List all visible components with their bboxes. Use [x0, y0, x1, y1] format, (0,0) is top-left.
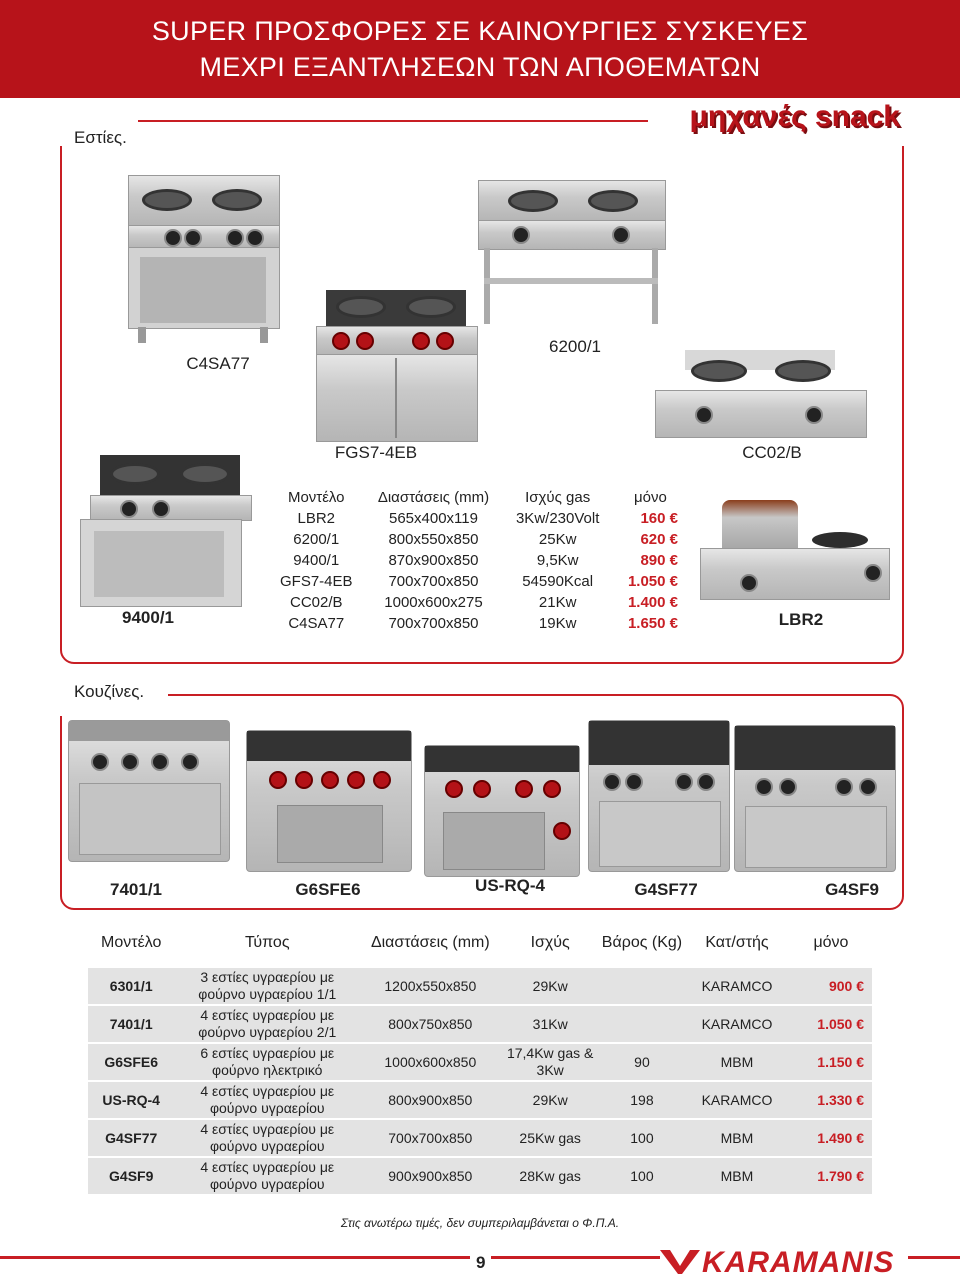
model-cell: C4SA77 — [288, 615, 345, 632]
header-power: Ισχύς — [501, 920, 600, 967]
type-cell: 4 εστίες υγραερίου με φούρνο υγραερίου — [174, 1157, 360, 1194]
product-image-7401-1 — [68, 720, 230, 862]
type-cell: 4 εστίες υγραερίου με φούρνο υγραερίου — [174, 1081, 360, 1119]
power-cell: 19Kw — [538, 615, 577, 632]
power-cell: 31Kw — [501, 1005, 600, 1043]
weight-cell: 198 — [600, 1081, 684, 1119]
product-image-9400-1 — [80, 455, 250, 620]
power-cell: 54590Kcal — [522, 573, 594, 590]
caption-cc02-b: CC02/B — [742, 443, 802, 462]
model-cell: 6301/1 — [88, 967, 174, 1005]
type-cell: 3 εστίες υγραερίου με φούρνο υγραερίου 1/1 — [174, 967, 360, 1005]
model-cell: 6200/1 — [293, 531, 340, 548]
manufacturer-cell: MBM — [684, 1119, 790, 1157]
table-row — [270, 529, 690, 550]
table-row — [88, 1119, 872, 1157]
brand-chevron-icon — [660, 1246, 700, 1276]
dimensions-cell: 1000x600x275 — [384, 594, 483, 611]
model-cell: G4SF77 — [88, 1119, 174, 1157]
caption-fgs7-4eb: FGS7-4EB — [334, 443, 418, 462]
price-cell: 1.490 € — [790, 1119, 872, 1157]
product-image-c4sa77 — [128, 175, 278, 345]
price-cell: 1.150 € — [790, 1043, 872, 1081]
table-header-row — [270, 487, 690, 508]
header-price: μόνο — [790, 920, 872, 967]
table-row — [270, 508, 690, 529]
weight-cell: 100 — [600, 1119, 684, 1157]
caption-g4sf77: G4SF77 — [634, 880, 698, 899]
section-label-burners: Εστίες. — [74, 128, 127, 147]
dimensions-cell: 700x700x850 — [388, 573, 479, 590]
caption-lbr2: LBR2 — [778, 610, 824, 629]
price-cell: 1.650 € — [627, 615, 678, 632]
price-cell: 900 € — [790, 967, 872, 1005]
page-number: 9 — [470, 1253, 491, 1273]
banner-line-2: ΜΕΧΡΙ ΕΞΑΝΤΛΗΣΕΩΝ ΤΩΝ ΑΠΟΘΕΜΑΤΩΝ — [199, 52, 761, 82]
power-cell: 9,5Kw — [536, 552, 579, 569]
burners-spec-table — [270, 487, 690, 634]
weight-cell — [600, 1005, 684, 1043]
header-weight: Βάρος (Kg) — [600, 920, 684, 967]
caption-g4sf9: G4SF9 — [825, 880, 879, 899]
header-manufacturer: Κατ/στής — [684, 920, 790, 967]
power-cell: 28Kw gas — [501, 1157, 600, 1194]
caption-6200-1: 6200/1 — [549, 337, 601, 356]
weight-cell: 100 — [600, 1157, 684, 1194]
price-cell: 160 € — [640, 510, 678, 527]
header-dimensions: Διαστάσεις (mm) — [377, 489, 490, 506]
table-row — [270, 550, 690, 571]
power-cell: 25Kw — [538, 531, 577, 548]
type-cell: 4 εστίες υγραερίου με φούρνο υγραερίου — [174, 1119, 360, 1157]
model-cell: US-RQ-4 — [88, 1081, 174, 1119]
power-cell: 17,4Kw gas & 3Kw — [501, 1043, 600, 1081]
manufacturer-cell: KARAMCO — [684, 1081, 790, 1119]
header-model: Μοντέλο — [88, 920, 174, 967]
product-image-g6sfe6 — [246, 730, 412, 872]
dimensions-cell: 800x750x850 — [360, 1005, 500, 1043]
dimensions-cell: 900x900x850 — [360, 1157, 500, 1194]
caption-9400-1: 9400/1 — [122, 608, 174, 627]
section-label-ranges: Κουζίνες. — [74, 682, 145, 701]
table-row — [270, 613, 690, 634]
weight-cell — [600, 967, 684, 1005]
power-cell: 21Kw — [538, 594, 577, 611]
type-cell: 4 εστίες υγραερίου με φούρνο υγραερίου 2/1 — [174, 1005, 360, 1043]
product-image-g4sf9 — [734, 725, 896, 872]
dimensions-cell: 565x400x119 — [389, 510, 478, 527]
manufacturer-cell: KARAMCO — [684, 967, 790, 1005]
table-row — [270, 571, 690, 592]
model-cell: CC02/B — [289, 594, 343, 611]
table-row — [88, 967, 872, 1005]
table-row — [88, 1005, 872, 1043]
product-image-6200-1 — [478, 180, 664, 326]
category-title: μηχανές snack — [689, 100, 900, 133]
product-image-g4sf77 — [588, 720, 730, 872]
dimensions-cell: 700x700x850 — [388, 615, 479, 632]
power-cell: 29Kw — [501, 967, 600, 1005]
table-header-row — [88, 920, 872, 967]
vat-footnote: Στις ανωτέρω τιμές, δεν συμπεριλαμβάνεται ο Φ.Π.Α. — [340, 1216, 620, 1230]
header-type: Τύπος — [174, 920, 360, 967]
model-cell: LBR2 — [297, 510, 336, 527]
ranges-spec-table — [88, 920, 872, 1194]
dimensions-cell: 800x550x850 — [388, 531, 479, 548]
dimensions-cell: 700x700x850 — [360, 1119, 500, 1157]
brand-name: KARAMANIS — [702, 1246, 895, 1279]
product-image-fgs7-4eb — [316, 290, 476, 450]
model-cell: 7401/1 — [88, 1005, 174, 1043]
manufacturer-cell: MBM — [684, 1043, 790, 1081]
type-cell: 6 εστίες υγραερίου με φούρνο ηλεκτρικό — [174, 1043, 360, 1081]
power-cell: 29Kw — [501, 1081, 600, 1119]
power-cell: 25Kw gas — [501, 1119, 600, 1157]
caption-g6sfe6: G6SFE6 — [295, 880, 361, 899]
weight-cell: 90 — [600, 1043, 684, 1081]
price-cell: 1.790 € — [790, 1157, 872, 1194]
model-cell: G6SFE6 — [88, 1043, 174, 1081]
dimensions-cell: 800x900x850 — [360, 1081, 500, 1119]
model-cell: G4SF9 — [88, 1157, 174, 1194]
caption-us-rq-4: US-RQ-4 — [475, 876, 545, 895]
banner-line-1: SUPER ΠΡΟΣΦΟΡΕΣ ΣΕ ΚΑΙΝΟΥΡΓΙΕΣ ΣΥΣΚΕΥΕΣ — [151, 16, 809, 46]
manufacturer-cell: KARAMCO — [684, 1005, 790, 1043]
table-row — [88, 1081, 872, 1119]
table-row — [270, 592, 690, 613]
brand-logo — [660, 1246, 908, 1279]
dimensions-cell: 1200x550x850 — [360, 967, 500, 1005]
price-cell: 620 € — [640, 531, 678, 548]
product-image-us-rq-4 — [424, 745, 580, 877]
price-cell: 890 € — [640, 552, 678, 569]
offer-banner — [0, 0, 960, 98]
price-cell: 1.050 € — [627, 573, 678, 590]
dimensions-cell: 1000x600x850 — [360, 1043, 500, 1081]
header-power: Ισχύς gas — [525, 489, 591, 506]
dimensions-cell: 870x900x850 — [388, 552, 479, 569]
model-cell: 9400/1 — [293, 552, 340, 569]
product-image-lbr2 — [700, 492, 890, 602]
header-dimensions: Διαστάσεις (mm) — [360, 920, 500, 967]
price-cell: 1.050 € — [790, 1005, 872, 1043]
power-cell: 3Kw/230Volt — [515, 510, 600, 527]
header-price: μόνο — [634, 489, 667, 506]
table-row — [88, 1043, 872, 1081]
price-cell: 1.330 € — [790, 1081, 872, 1119]
manufacturer-cell: MBM — [684, 1157, 790, 1194]
table-row — [88, 1157, 872, 1194]
product-image-cc02-b — [655, 350, 865, 440]
header-model: Μοντέλο — [287, 489, 345, 506]
caption-7401-1: 7401/1 — [110, 880, 162, 899]
caption-c4sa77: C4SA77 — [186, 354, 250, 373]
price-cell: 1.400 € — [627, 594, 678, 611]
model-cell: GFS7-4EB — [279, 573, 353, 590]
